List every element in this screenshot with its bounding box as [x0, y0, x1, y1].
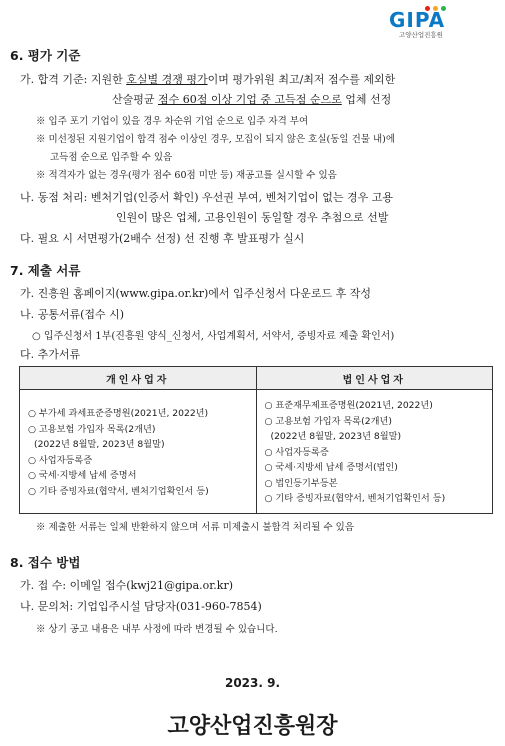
list-item: ○ 고용보험 가입자 목록(2개년)	[28, 423, 156, 435]
gipa-logo	[373, 8, 483, 38]
section-7-na-item: ○ 입주신청서 1부(진흥원 양식_신청서, 사업계획서, 서약서, 증빙자료 제출 확인서)	[32, 331, 395, 342]
section-6-na-line2: 인원이 많은 업체, 고용인원이 동일할 경우 추첨으로 선발	[116, 211, 389, 224]
note-1: ※ 입주 포기 기업이 있을 경우 차순위 기업 순으로 입주 자격 부여	[36, 116, 309, 127]
section-7-da: 다. 추가서류	[20, 348, 81, 361]
section-6-ga-line2	[112, 91, 391, 107]
section-6-ga-line1	[20, 71, 395, 87]
logo-subtitle: 고양산업진흥원	[399, 31, 443, 39]
list-item: (2022년 8월말, 2023년 8월말)	[34, 439, 165, 450]
individual-items-cell	[20, 390, 257, 514]
ga-underline-1: 호실별 경쟁 평가	[126, 73, 208, 86]
note-2b: 고득점 순으로 입주할 수 있음	[50, 152, 173, 163]
additional-documents-table	[19, 366, 493, 514]
section-7-na: 나. 공통서류(접수 시)	[20, 308, 125, 321]
list-item: ○ 고용보험 가입자 목록(2개년)	[264, 415, 392, 427]
list-item: ○ 기타 증빙자료(협약서, 벤처기업확인서 등)	[28, 485, 209, 497]
section-7-title: 7. 제출 서류	[10, 263, 81, 278]
section-8-na: 나. 문의처: 기업입주시설 담당자(031-960-7854)	[20, 600, 262, 613]
section-7-ga: 가. 진흥원 홈페이지(www.gipa.or.kr)에서 입주신청서 다운로드 후 작성	[20, 287, 372, 300]
ga2-underline: 점수 60점 이상 기업 중 고득점 순으로	[158, 93, 342, 106]
list-item: ○ 기타 증빙자료(협약서, 벤처기업확인서 등)	[264, 493, 446, 504]
list-item: ○ 국세·지방세 납세 증명서	[28, 470, 137, 481]
list-item: ○ 부가세 과세표준증명원(2021년, 2022년)	[28, 408, 209, 419]
section-8-note: ※ 상기 공고 내용은 내부 사정에 따라 변경될 수 있습니다.	[36, 624, 278, 635]
ga-prefix: 가. 합격 기준: 지원한	[20, 73, 127, 86]
list-item: ○ 국세·지방세 납세 증명서(법인)	[264, 462, 398, 473]
note-2a: ※ 미선정된 지원기업이 합격 점수 이상인 경우, 모집이 되지 않은 호실(동일 건물 내)에	[36, 134, 396, 145]
note-3: ※ 적격자가 없는 경우(평가 점수 60점 미만 등) 재공고를 실시할 수 있음	[36, 170, 337, 181]
logo-text: GIPA	[389, 8, 446, 32]
section-6-da: 다. 필요 시 서면평가(2배수 선정) 선 진행 후 발표평가 실시	[20, 232, 305, 245]
col-header-corporate: 법인사업자	[256, 367, 493, 390]
announcement-date: 2023. 9.	[224, 676, 281, 690]
corporate-items-cell	[256, 390, 493, 514]
section-6-na-line1: 나. 동점 처리: 벤처기업(인증서 확인) 우선권 부여, 벤처기업이 없는 경우 고용	[20, 191, 394, 204]
list-item: ○ 법인등기부등본	[264, 477, 338, 489]
list-item: ○ 사업자등록증	[28, 454, 93, 466]
ga2-post: 업체 선정	[341, 93, 392, 106]
ga-mid: 이며 평가위원 최고/최저 점수를 제외한	[207, 73, 396, 86]
section-8-title: 8. 접수 방법	[10, 555, 81, 570]
table-header-row	[20, 367, 493, 390]
section-7-note: ※ 제출한 서류는 일체 반환하지 않으며 서류 미제출시 불합격 처리될 수 있음	[36, 522, 355, 533]
section-6-title: 6. 평가 기준	[10, 48, 81, 63]
list-item: ○ 표준재무제표증명원(2021년, 2022년)	[264, 400, 433, 411]
col-header-individual: 개인사업자	[20, 367, 257, 390]
ga2-pre: 산술평균	[112, 93, 159, 106]
list-item: (2022년 8월말, 2023년 8월말)	[270, 431, 402, 442]
section-8-ga: 가. 접 수: 이메일 접수(kwj21@gipa.or.kr)	[20, 579, 234, 592]
issuer-signature: 고양산업진흥원장	[167, 713, 338, 739]
list-item: ○ 사업자등록증	[264, 446, 329, 458]
table-row	[20, 390, 493, 514]
